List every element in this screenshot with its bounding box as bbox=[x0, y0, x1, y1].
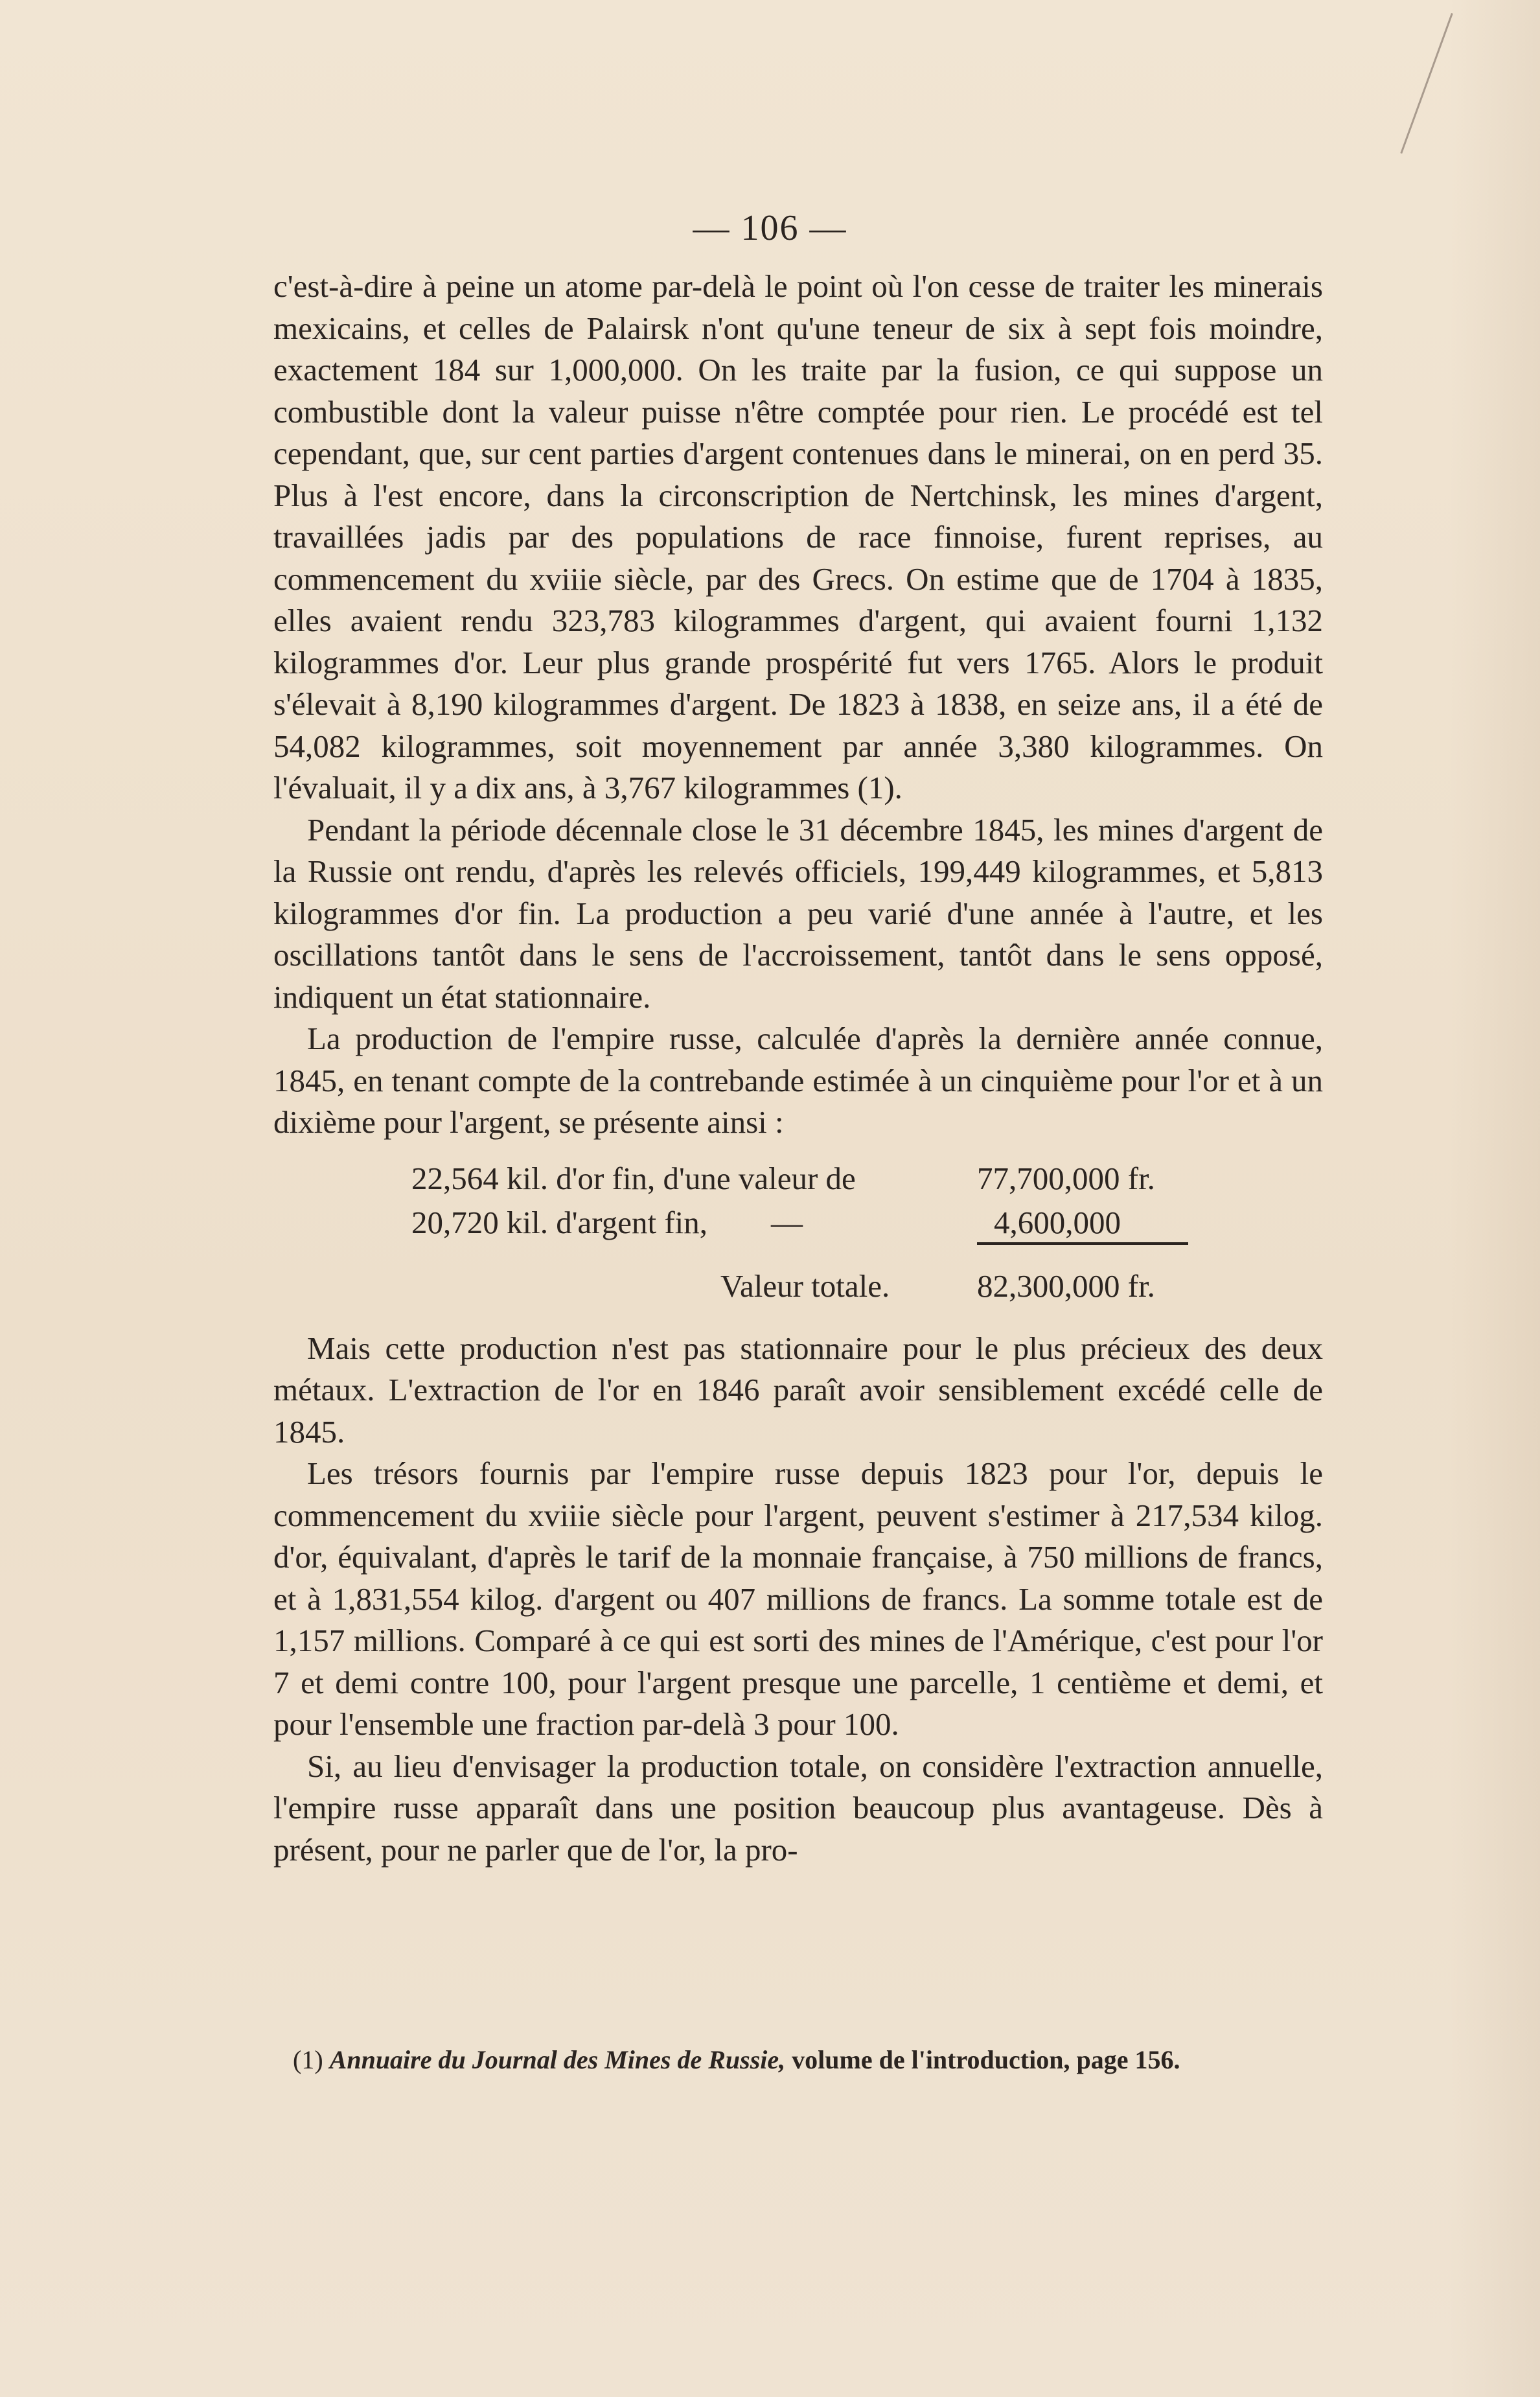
total-label: Valeur totale. bbox=[720, 1268, 890, 1304]
sum-rule bbox=[977, 1242, 1188, 1245]
page-edge-shadow bbox=[1449, 0, 1540, 2397]
paragraph-5: Les trésors fournis par l'empire russe depuis 1823 pour l'or, depuis le commencement du xviiie siècle pour l'argent, peuvent s'estimer à 217,534 kilog. d'or, équivalant, d'après le tarif de la monnaie française, à 750 millions de francs, et à 1,831,554 kilog. d'argent ou 407 millions de francs. La somme totale est de 1,157 millions. Comparé à ce qui est sorti des mines de l'Amérique, c'est pour l'or 7 et demi contre 100, pour l'argent presque une parcelle, 1 centième et demi, et pour l'ensemble une fraction par-delà 3 pour 100. bbox=[273, 1455, 1323, 1742]
paragraph-6: Si, au lieu d'envisager la production totale, on considère l'extraction annuelle, l'empire russe apparaît dans une position beaucoup plus avantageuse. Dès à présent, pour ne parler que de l'or, la pro- bbox=[273, 1748, 1323, 1868]
footnote-text: volume de l'introduction, page 156. bbox=[792, 2045, 1180, 2074]
table-total-row bbox=[273, 1246, 1323, 1311]
page-number: — 106 — bbox=[693, 208, 847, 248]
footnote-marker: (1) bbox=[293, 2045, 323, 2074]
total-value: 82,300,000 fr. bbox=[977, 1268, 1155, 1304]
footnote bbox=[293, 2043, 1329, 2078]
paragraph-4: Mais cette production n'est pas stationnaire pour le plus précieux des deux métaux. L'extraction de l'or en 1846 paraît avoir sensiblement excédé celle de 1845. bbox=[273, 1330, 1323, 1450]
table-row-desc: 22,564 kil. d'or fin, d'une valeur de bbox=[411, 1160, 856, 1196]
table-row-value: 77,700,000 fr. bbox=[977, 1160, 1155, 1196]
paragraph-1: c'est-à-dire à peine un atome par-delà le point où l'on cesse de traiter les minerais mexicains, et celles de Palairsk n'ont qu'une teneur de six à sept fois moindre, exactement 184 sur 1,000,000. On les traite par la fusion, ce qui suppose un combustible dont la valeur puisse n'être comptée pour rien. Le procédé est tel cependant, que, sur cent parties d'argent contenues dans le minerai, on en perd 35. Plus à l'est encore, dans la circonscription de Nertchinsk, les mines d'argent, travaillées jadis par des populations de race finnoise, furent reprises, au commencement du xviiie siècle, par des Grecs. On estime que de 1704 à 1835, elles avaient rendu 323,783 kilogrammes d'argent, qui avaient fourni 1,132 kilogrammes d'or. Leur plus grande prospérité fut vers 1765. Alors le produit s'élevait à 8,190 kilogrammes d'argent. De 1823 à 1838, en seize ans, il a été de 54,082 kilogrammes, soit moyennement par année 3,380 kilogrammes. On l'évaluait, il y a dix ans, à 3,767 kilogrammes (1). bbox=[273, 268, 1323, 805]
body-text bbox=[273, 266, 1323, 1871]
table-row-desc: 20,720 kil. d'argent fin, — bbox=[411, 1204, 803, 1240]
table-row-silver bbox=[273, 1202, 1323, 1246]
paragraph-2: Pendant la période décennale close le 31 décembre 1845, les mines d'argent de la Russie ont rendu, d'après les relevés officiels, 199,449 kilogrammes, et 5,813 kilogrammes d'or fin. La production a peu varié d'une année à l'autre, et les oscillations tantôt dans le sens de l'accroissement, tantôt dans le sens opposé, indiquent un état stationnaire. bbox=[273, 811, 1323, 1015]
table-row-value: 4,600,000 bbox=[994, 1204, 1121, 1240]
footnote-title: Annuaire du Journal des Mines de Russie, bbox=[329, 2045, 786, 2074]
paragraph-3: La production de l'empire russe, calculée d'après la dernière année connue, 1845, en tenant compte de la contrebande estimée à un cinquième pour l'or et à un dixième pour l'argent, se présente ainsi : bbox=[273, 1021, 1323, 1140]
corner-pencil-mark bbox=[1400, 13, 1453, 154]
production-table bbox=[273, 1158, 1323, 1311]
table-row-gold bbox=[273, 1158, 1323, 1202]
